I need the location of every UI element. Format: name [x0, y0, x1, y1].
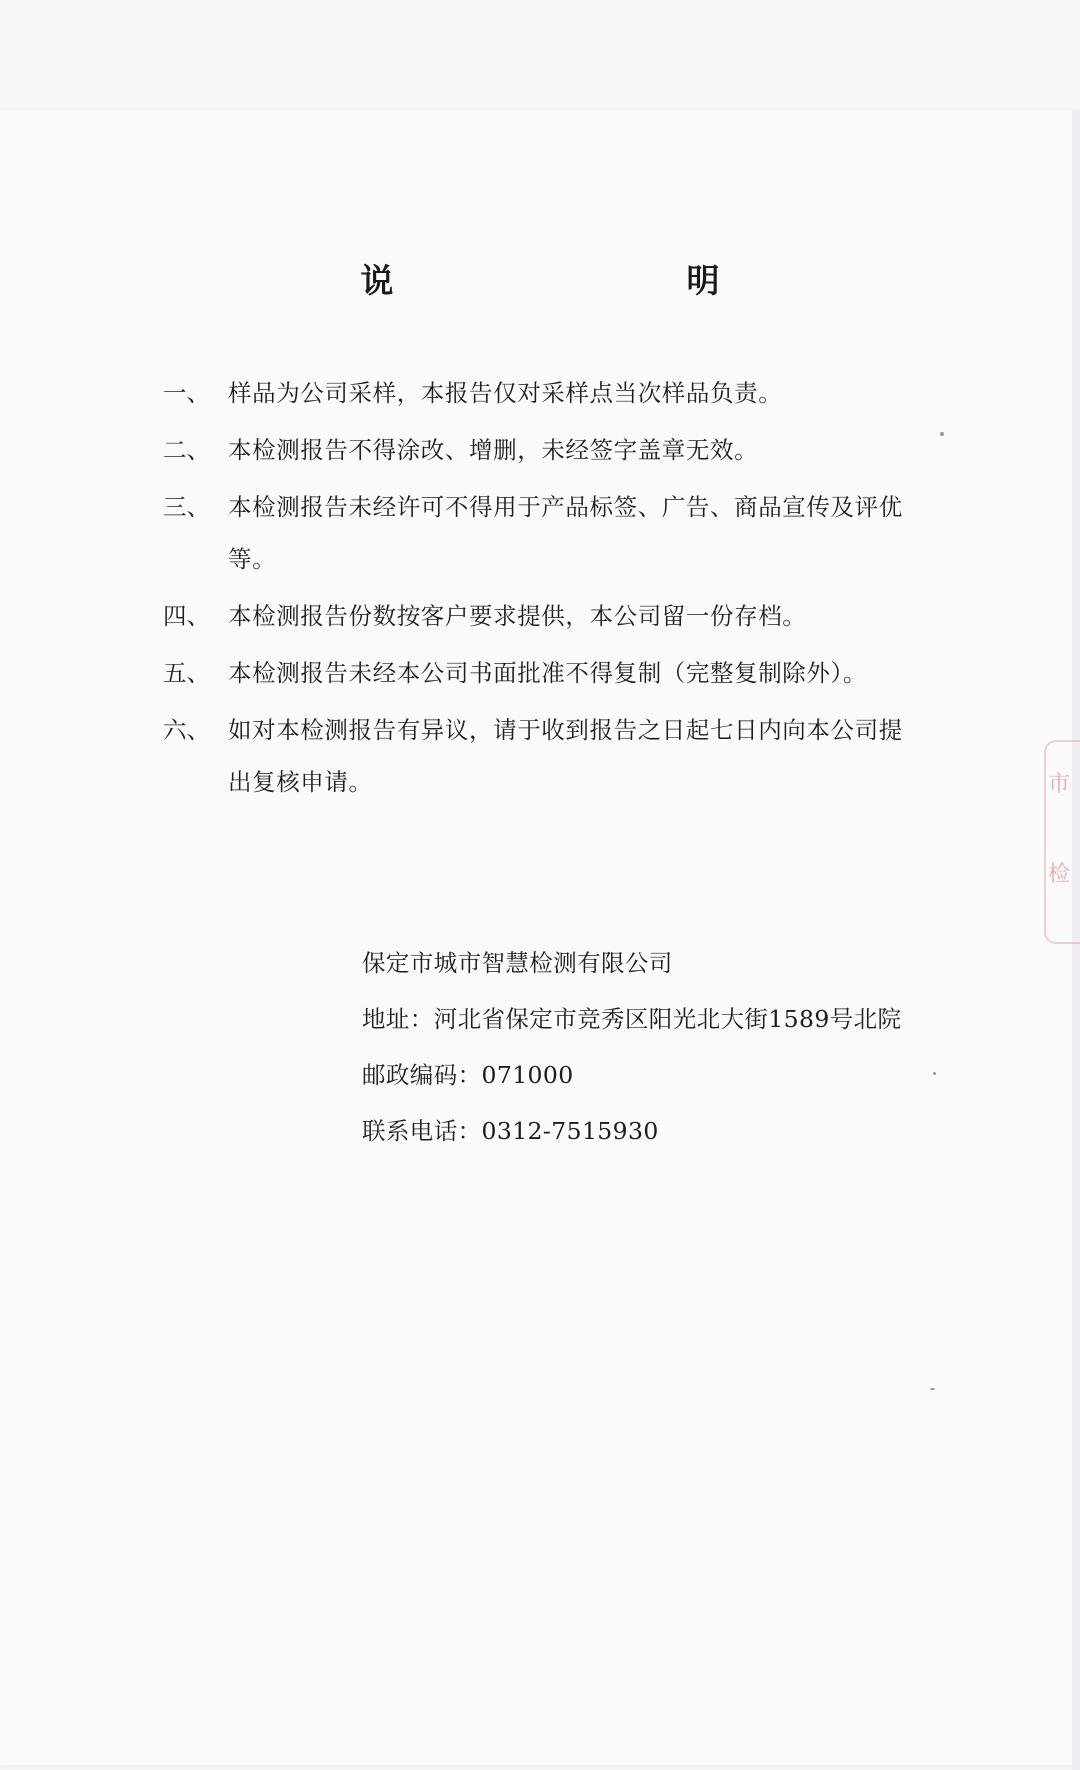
- note-text: 如对本检测报告有异议，请于收到报告之日起七日内向本公司提出复核申请。: [228, 716, 903, 796]
- notes-list: [163, 367, 923, 813]
- note-item: [163, 647, 923, 699]
- note-text: 本检测报告未经本公司书面批准不得复制（完整复制除外）。: [228, 659, 867, 687]
- seal-char: 检: [1048, 862, 1071, 887]
- company-postcode: 邮政编码：071000: [362, 1061, 574, 1089]
- company-address: 地址：河北省保定市竞秀区阳光北大街1589号北院: [362, 1005, 902, 1033]
- note-text: 本检测报告份数按客户要求提供，本公司留一份存档。: [228, 602, 807, 630]
- note-number: 五、: [163, 659, 210, 687]
- note-item: [163, 590, 923, 642]
- note-number: 六、: [163, 716, 210, 744]
- note-number: 二、: [163, 436, 210, 464]
- page-title: 说 明: [360, 261, 850, 300]
- note-item: [163, 367, 923, 419]
- seal-char: 市: [1048, 772, 1071, 797]
- note-number: 四、: [163, 602, 210, 630]
- background-band: [0, 0, 1080, 110]
- note-item: [163, 424, 923, 476]
- company-phone: 联系电话：0312-7515930: [362, 1117, 659, 1145]
- scan-speck: [933, 1072, 936, 1075]
- seal-ring: [1044, 740, 1080, 944]
- note-number: 一、: [163, 379, 210, 407]
- note-number: 三、: [163, 493, 210, 521]
- note-text: 本检测报告不得涂改、增删，未经签字盖章无效。: [228, 436, 759, 464]
- company-info: [362, 935, 901, 1159]
- seal-stamp-fragment: [1040, 740, 1080, 940]
- note-item: [163, 481, 923, 585]
- scan-speck: [930, 1388, 935, 1390]
- scan-speck: [940, 432, 944, 436]
- note-text: 样品为公司采样，本报告仅对采样点当次样品负责。: [228, 379, 783, 407]
- note-item: [163, 704, 923, 808]
- company-name: 保定市城市智慧检测有限公司: [362, 949, 673, 977]
- note-text: 本检测报告未经许可不得用于产品标签、广告、商品宣传及评优等。: [228, 493, 903, 573]
